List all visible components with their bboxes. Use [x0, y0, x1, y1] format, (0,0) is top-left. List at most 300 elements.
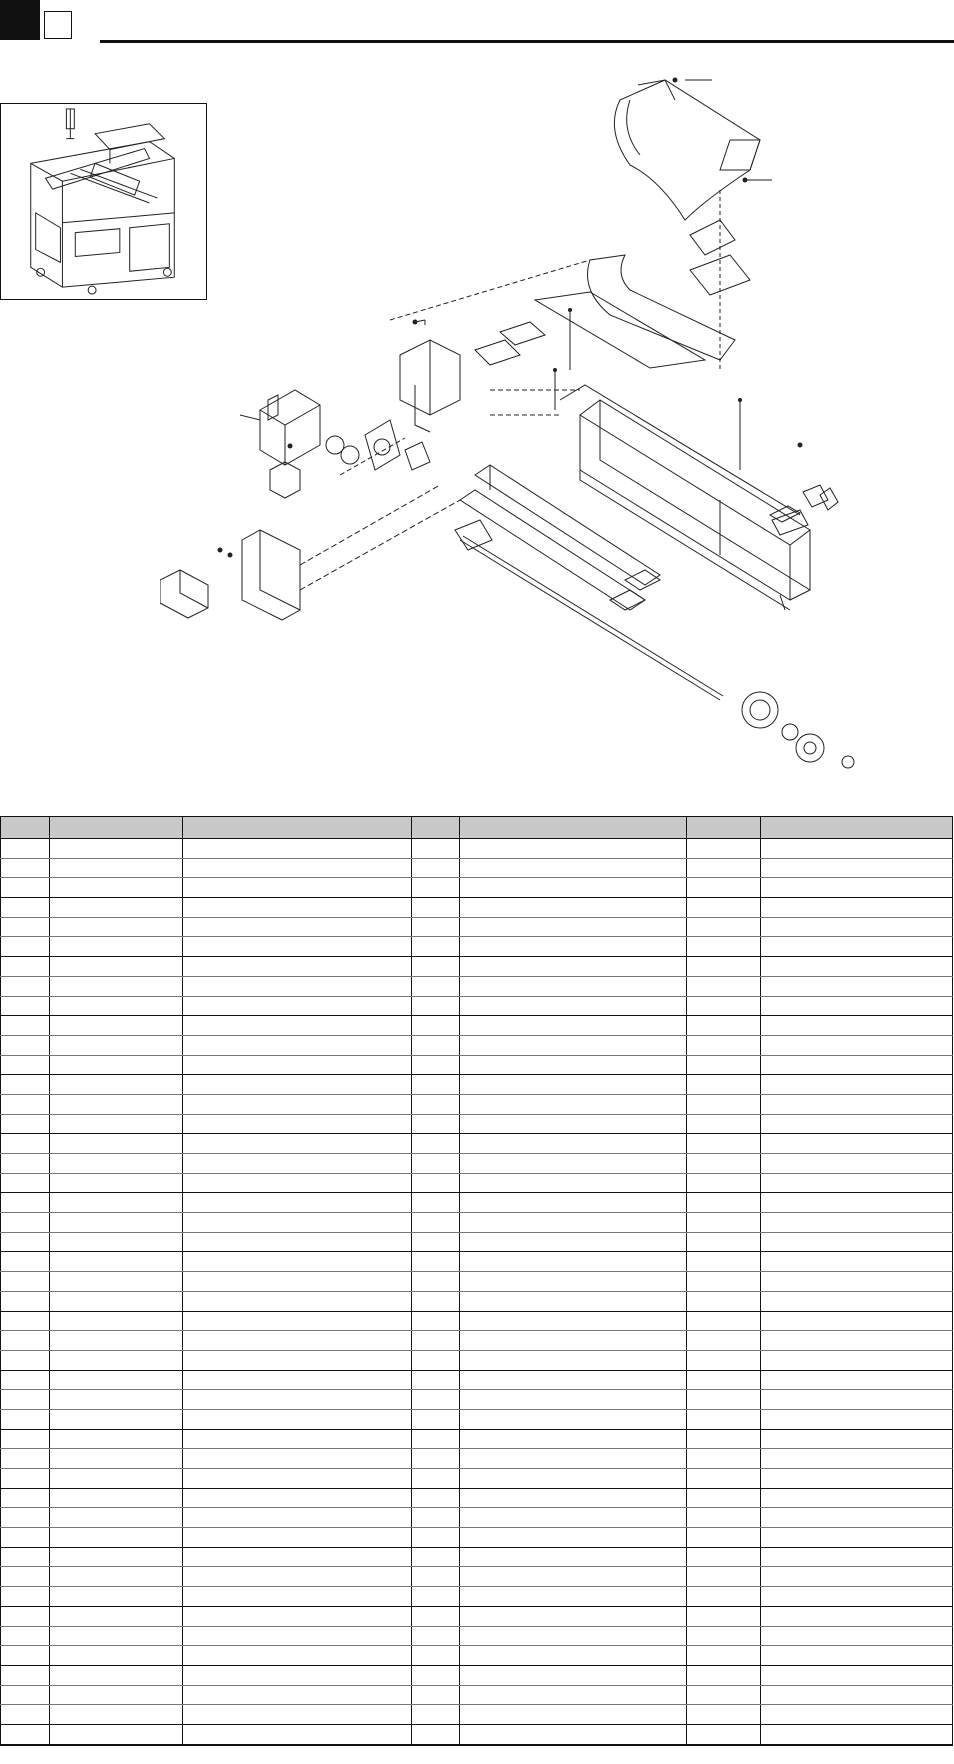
table-cell	[50, 937, 183, 957]
column-header	[460, 817, 687, 839]
table-cell	[460, 1350, 687, 1370]
table-cell	[50, 1213, 183, 1233]
table-cell	[687, 1685, 761, 1705]
table-cell	[761, 1409, 953, 1429]
table-row	[1, 1232, 953, 1252]
table-cell	[761, 996, 953, 1016]
table-cell	[183, 1626, 412, 1646]
table-cell	[183, 1134, 412, 1154]
table-cell	[1, 1547, 50, 1567]
table-cell	[687, 1488, 761, 1508]
table-cell	[1, 1213, 50, 1233]
table-cell	[687, 1390, 761, 1410]
table-cell	[412, 1429, 460, 1449]
table-cell	[761, 1724, 953, 1744]
table-cell	[412, 996, 460, 1016]
table-cell	[761, 1665, 953, 1685]
table-cell	[687, 1587, 761, 1607]
table-cell	[761, 1547, 953, 1567]
table-cell	[687, 1154, 761, 1174]
column-header	[183, 817, 412, 839]
table-cell	[50, 1193, 183, 1213]
table-cell	[460, 1035, 687, 1055]
table-cell	[687, 878, 761, 898]
table-cell	[687, 1508, 761, 1528]
table-cell	[1, 1331, 50, 1351]
table-cell	[687, 917, 761, 937]
table-row	[1, 1646, 953, 1666]
table-row	[1, 1016, 953, 1036]
table-cell	[412, 1705, 460, 1725]
table-cell	[412, 917, 460, 937]
table-cell	[183, 1685, 412, 1705]
table-cell	[183, 1291, 412, 1311]
table-row	[1, 1154, 953, 1174]
table-cell	[183, 1272, 412, 1292]
table-cell	[1, 1291, 50, 1311]
table-cell	[687, 1193, 761, 1213]
table-cell	[687, 1331, 761, 1351]
table-cell	[183, 1154, 412, 1174]
table-cell	[460, 937, 687, 957]
table-cell	[183, 957, 412, 977]
table-body	[1, 839, 953, 1745]
table-cell	[1, 1626, 50, 1646]
table-cell	[687, 976, 761, 996]
table-cell	[50, 1154, 183, 1174]
table-cell	[761, 1469, 953, 1489]
table-cell	[50, 1075, 183, 1095]
table-cell	[1, 917, 50, 937]
table-cell	[761, 1055, 953, 1075]
table-cell	[761, 1370, 953, 1390]
table-cell	[1, 1606, 50, 1626]
table-cell	[50, 1331, 183, 1351]
table-cell	[412, 839, 460, 859]
table-row	[1, 1705, 953, 1725]
table-cell	[412, 1469, 460, 1489]
exploded-parts-diagram	[160, 70, 954, 790]
table-cell	[412, 1488, 460, 1508]
table-cell	[412, 1213, 460, 1233]
column-header	[761, 817, 953, 839]
table-cell	[460, 1055, 687, 1075]
table-cell	[761, 1449, 953, 1469]
table-cell	[50, 1311, 183, 1331]
table-cell	[412, 1350, 460, 1370]
table-cell	[50, 1508, 183, 1528]
table-cell	[412, 898, 460, 918]
table-row	[1, 1272, 953, 1292]
table-cell	[183, 1409, 412, 1429]
table-cell	[50, 878, 183, 898]
table-cell	[1, 1488, 50, 1508]
table-cell	[687, 957, 761, 977]
table-cell	[687, 1350, 761, 1370]
table-cell	[687, 996, 761, 1016]
table-cell	[761, 1232, 953, 1252]
table-cell	[687, 1094, 761, 1114]
table-cell	[1, 1409, 50, 1429]
table-cell	[50, 1173, 183, 1193]
table-cell	[50, 898, 183, 918]
table-cell	[183, 858, 412, 878]
table-cell	[50, 1685, 183, 1705]
table-cell	[50, 996, 183, 1016]
table-cell	[761, 1035, 953, 1055]
table-cell	[412, 1626, 460, 1646]
table-row	[1, 1350, 953, 1370]
table-cell	[1, 996, 50, 1016]
table-cell	[761, 1331, 953, 1351]
column-header	[50, 817, 183, 839]
table-cell	[1, 1528, 50, 1548]
table-row	[1, 1331, 953, 1351]
table-cell	[1, 1193, 50, 1213]
table-cell	[50, 917, 183, 937]
table-row	[1, 1291, 953, 1311]
table-cell	[761, 1606, 953, 1626]
table-cell	[460, 1331, 687, 1351]
table-cell	[183, 1075, 412, 1095]
table-row	[1, 878, 953, 898]
table-cell	[412, 1370, 460, 1390]
table-cell	[183, 1429, 412, 1449]
table-cell	[687, 858, 761, 878]
table-row	[1, 1685, 953, 1705]
table-cell	[761, 858, 953, 878]
table-cell	[183, 1252, 412, 1272]
table-cell	[460, 1528, 687, 1548]
table-cell	[761, 839, 953, 859]
table-cell	[183, 1213, 412, 1233]
table-cell	[761, 1252, 953, 1272]
table-cell	[687, 1232, 761, 1252]
table-cell	[761, 1685, 953, 1705]
table-cell	[183, 996, 412, 1016]
table-cell	[183, 1311, 412, 1331]
table-cell	[1, 1311, 50, 1331]
table-cell	[412, 1134, 460, 1154]
table-cell	[183, 1035, 412, 1055]
table-cell	[687, 1291, 761, 1311]
table-cell	[183, 1528, 412, 1548]
table-cell	[50, 1016, 183, 1036]
table-row	[1, 996, 953, 1016]
table-cell	[761, 1193, 953, 1213]
table-cell	[761, 1390, 953, 1410]
table-cell	[1, 898, 50, 918]
table-cell	[1, 1508, 50, 1528]
table-row	[1, 1173, 953, 1193]
table-cell	[687, 1606, 761, 1626]
table-cell	[460, 1508, 687, 1528]
table-cell	[1, 1685, 50, 1705]
table-cell	[1, 858, 50, 878]
table-cell	[460, 1488, 687, 1508]
table-cell	[183, 1665, 412, 1685]
table-cell	[460, 957, 687, 977]
table-cell	[183, 1547, 412, 1567]
table-cell	[183, 1390, 412, 1410]
table-row	[1, 1449, 953, 1469]
table-row	[1, 1213, 953, 1233]
table-cell	[412, 1055, 460, 1075]
table-cell	[761, 917, 953, 937]
table-cell	[460, 1705, 687, 1725]
table-row	[1, 1134, 953, 1154]
table-cell	[412, 1272, 460, 1292]
column-header	[1, 817, 50, 839]
table-row	[1, 1665, 953, 1685]
table-row	[1, 1469, 953, 1489]
table-cell	[460, 1409, 687, 1429]
table-cell	[412, 1114, 460, 1134]
table-cell	[460, 1626, 687, 1646]
table-cell	[50, 1606, 183, 1626]
table-cell	[50, 1272, 183, 1292]
table-cell	[50, 1646, 183, 1666]
table-cell	[460, 1291, 687, 1311]
table-cell	[183, 917, 412, 937]
table-cell	[412, 1508, 460, 1528]
table-row	[1, 937, 953, 957]
table-cell	[687, 1646, 761, 1666]
table-cell	[460, 1173, 687, 1193]
table-cell	[687, 1213, 761, 1233]
table-cell	[1, 1016, 50, 1036]
table-cell	[412, 1035, 460, 1055]
table-cell	[412, 937, 460, 957]
table-cell	[687, 1016, 761, 1036]
table-cell	[761, 1075, 953, 1095]
section-letter-box	[44, 11, 72, 39]
column-header	[412, 817, 460, 839]
table-cell	[460, 1449, 687, 1469]
table-cell	[687, 1528, 761, 1548]
table-cell	[412, 1606, 460, 1626]
table-cell	[761, 957, 953, 977]
table-cell	[183, 937, 412, 957]
table-cell	[50, 1252, 183, 1272]
table-cell	[1, 1429, 50, 1449]
table-cell	[412, 1528, 460, 1548]
table-cell	[183, 1646, 412, 1666]
table-cell	[460, 1193, 687, 1213]
table-cell	[761, 1646, 953, 1666]
table-cell	[687, 1409, 761, 1429]
table-cell	[183, 1173, 412, 1193]
table-cell	[412, 858, 460, 878]
table-cell	[1, 1665, 50, 1685]
table-cell	[183, 1469, 412, 1489]
table-cell	[183, 1567, 412, 1587]
table-cell	[50, 1449, 183, 1469]
table-cell	[687, 1705, 761, 1725]
table-cell	[460, 1232, 687, 1252]
table-cell	[761, 1429, 953, 1449]
table-cell	[761, 898, 953, 918]
table-cell	[460, 898, 687, 918]
table-cell	[761, 1094, 953, 1114]
parts-list-table	[0, 816, 952, 1746]
table-cell	[50, 1724, 183, 1744]
table-cell	[1, 1724, 50, 1744]
table-cell	[412, 1094, 460, 1114]
table-row	[1, 1626, 953, 1646]
table-cell	[460, 1075, 687, 1095]
table-cell	[50, 1626, 183, 1646]
table-cell	[50, 1291, 183, 1311]
table-cell	[460, 1606, 687, 1626]
table-row	[1, 1390, 953, 1410]
table-cell	[761, 1016, 953, 1036]
table-row	[1, 957, 953, 977]
table-cell	[687, 1035, 761, 1055]
table-cell	[761, 1350, 953, 1370]
table-cell	[761, 1213, 953, 1233]
exploded-view-drawing	[160, 70, 954, 790]
table-cell	[460, 996, 687, 1016]
table-row	[1, 1409, 953, 1429]
table-cell	[460, 1213, 687, 1233]
table-row	[1, 858, 953, 878]
table-row	[1, 898, 953, 918]
table-cell	[687, 839, 761, 859]
table-cell	[183, 1370, 412, 1390]
table-cell	[687, 1626, 761, 1646]
table-cell	[412, 1646, 460, 1666]
table-cell	[183, 898, 412, 918]
table-cell	[412, 1547, 460, 1567]
table-cell	[1, 1370, 50, 1390]
table-cell	[412, 1567, 460, 1587]
table-cell	[183, 1193, 412, 1213]
table-cell	[183, 1055, 412, 1075]
table-cell	[460, 1252, 687, 1272]
table-cell	[412, 1390, 460, 1410]
table-row	[1, 839, 953, 859]
table-cell	[412, 1409, 460, 1429]
table-cell	[460, 1114, 687, 1134]
table-cell	[460, 1094, 687, 1114]
table-cell	[50, 1370, 183, 1390]
table-cell	[460, 1646, 687, 1666]
table-cell	[687, 898, 761, 918]
table-cell	[687, 1114, 761, 1134]
table-row	[1, 1252, 953, 1272]
table-cell	[183, 1094, 412, 1114]
table-cell	[761, 1291, 953, 1311]
section-marker-block	[0, 0, 40, 40]
table-cell	[1, 839, 50, 859]
table-cell	[687, 1272, 761, 1292]
parts-table	[0, 816, 953, 1746]
table-cell	[412, 1449, 460, 1469]
table-row	[1, 1547, 953, 1567]
table-cell	[687, 1055, 761, 1075]
table-cell	[50, 1705, 183, 1725]
table-cell	[460, 1370, 687, 1390]
table-cell	[412, 878, 460, 898]
table-cell	[761, 1705, 953, 1725]
table-cell	[460, 1685, 687, 1705]
table-cell	[50, 1665, 183, 1685]
table-cell	[460, 976, 687, 996]
table-cell	[1, 1705, 50, 1725]
table-cell	[1, 1587, 50, 1607]
table-cell	[1, 1154, 50, 1174]
table-row	[1, 1094, 953, 1114]
table-cell	[460, 1429, 687, 1449]
table-row	[1, 976, 953, 996]
table-cell	[687, 1449, 761, 1469]
table-cell	[50, 1488, 183, 1508]
table-cell	[1, 878, 50, 898]
table-cell	[50, 976, 183, 996]
table-cell	[460, 858, 687, 878]
table-cell	[460, 917, 687, 937]
column-header	[687, 817, 761, 839]
table-cell	[50, 1134, 183, 1154]
table-cell	[1, 1272, 50, 1292]
table-cell	[50, 1567, 183, 1587]
table-row	[1, 1567, 953, 1587]
table-row	[1, 1429, 953, 1449]
table-cell	[1, 1094, 50, 1114]
table-cell	[687, 1173, 761, 1193]
table-row	[1, 1488, 953, 1508]
table-cell	[183, 976, 412, 996]
table-row	[1, 1587, 953, 1607]
table-row	[1, 1724, 953, 1744]
table-cell	[1, 1055, 50, 1075]
table-cell	[1, 1035, 50, 1055]
table-cell	[761, 1311, 953, 1331]
table-cell	[50, 858, 183, 878]
table-cell	[412, 976, 460, 996]
table-row	[1, 1114, 953, 1134]
table-cell	[460, 1724, 687, 1744]
table-cell	[687, 1252, 761, 1272]
table-cell	[460, 1311, 687, 1331]
table-cell	[1, 1350, 50, 1370]
table-cell	[460, 839, 687, 859]
table-cell	[460, 1134, 687, 1154]
table-cell	[761, 878, 953, 898]
table-row	[1, 1075, 953, 1095]
table-cell	[50, 1055, 183, 1075]
table-cell	[1, 976, 50, 996]
table-cell	[50, 1114, 183, 1134]
table-cell	[412, 1724, 460, 1744]
table-cell	[183, 1508, 412, 1528]
table-cell	[183, 839, 412, 859]
table-cell	[50, 1547, 183, 1567]
table-cell	[183, 1724, 412, 1744]
table-cell	[1, 1449, 50, 1469]
table-cell	[183, 1449, 412, 1469]
table-cell	[761, 1567, 953, 1587]
table-cell	[761, 1528, 953, 1548]
table-cell	[460, 1154, 687, 1174]
table-cell	[687, 1567, 761, 1587]
table-cell	[412, 1173, 460, 1193]
table-row	[1, 1311, 953, 1331]
table-cell	[1, 1469, 50, 1489]
table-row	[1, 1055, 953, 1075]
table-cell	[687, 1311, 761, 1331]
